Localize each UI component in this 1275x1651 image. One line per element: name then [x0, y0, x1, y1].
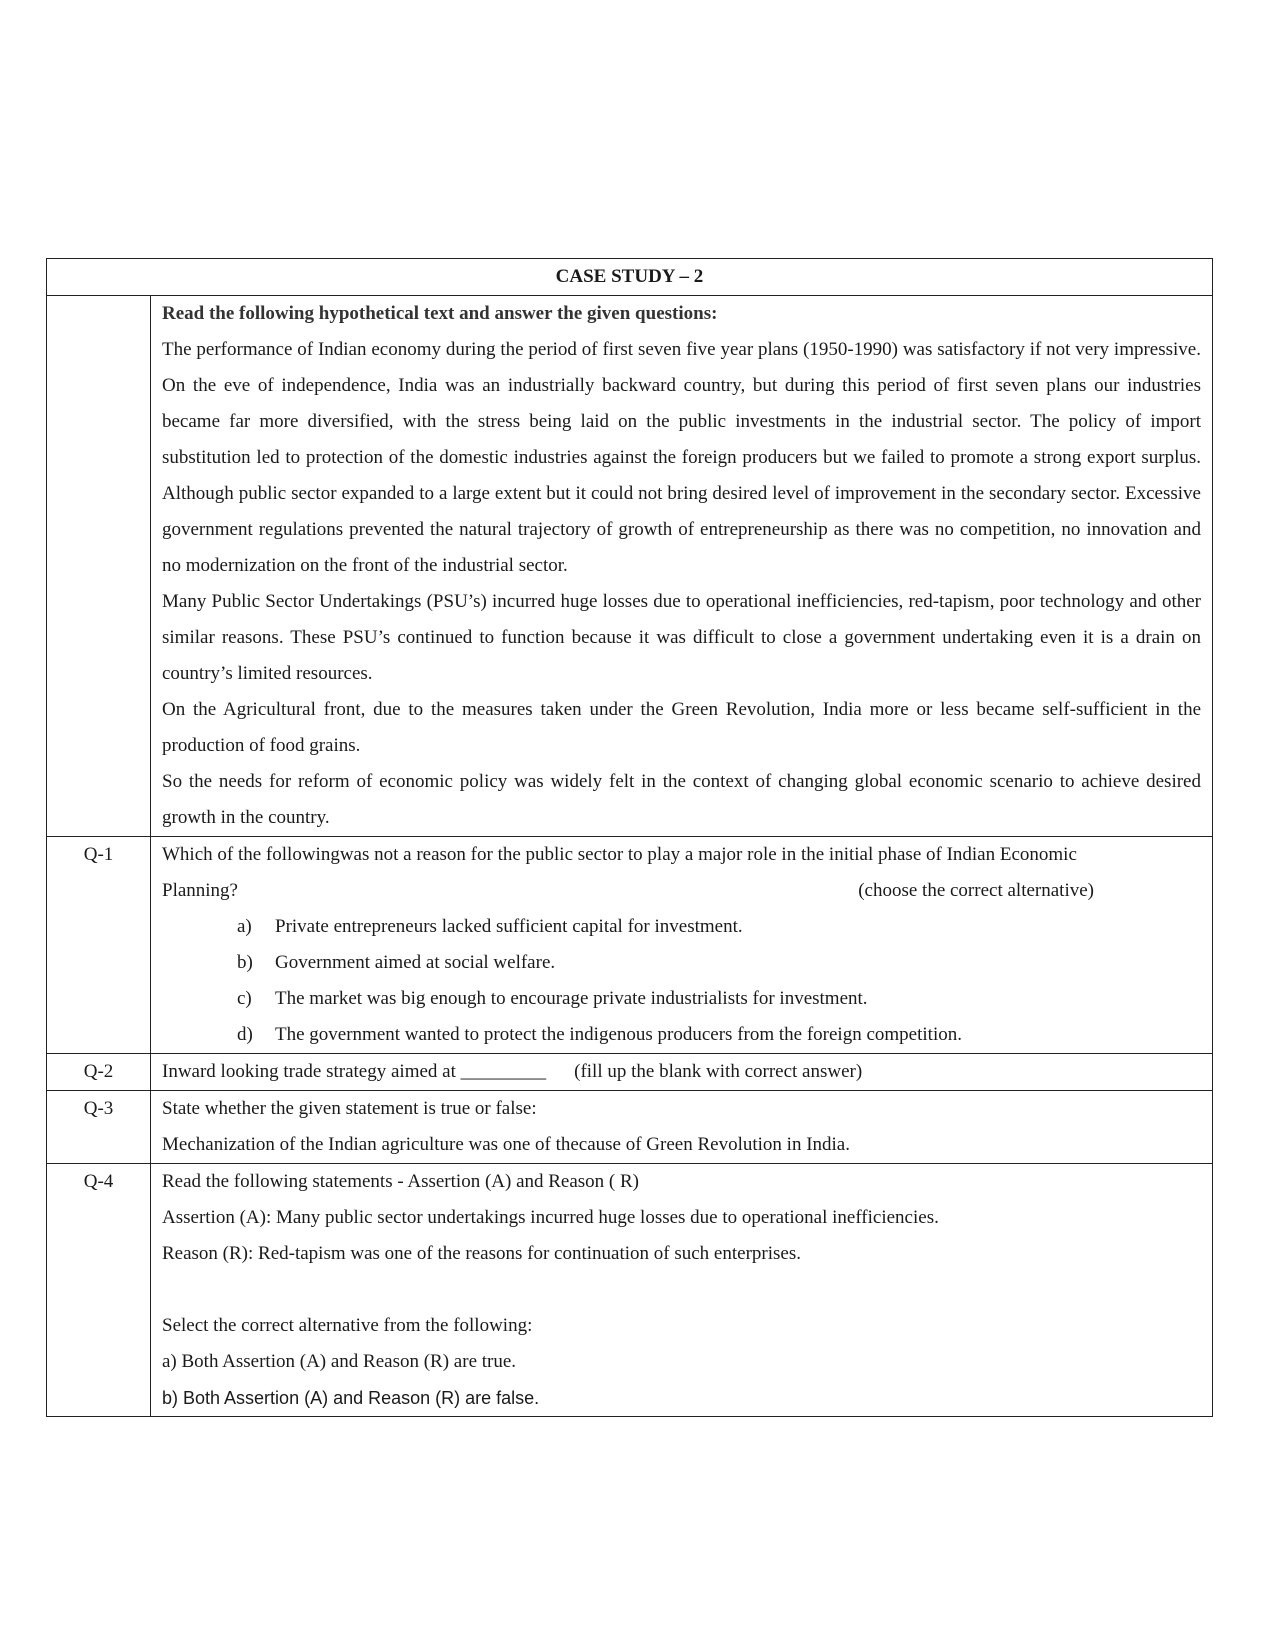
option-letter: a): [237, 916, 252, 937]
option-text: Private entrepreneurs lacked sufficient capital for investment.: [275, 916, 743, 937]
passage-paragraph: On the Agricultural front, due to the measures taken under the Green Revolution, India more or less became self-sufficient in the production of food grains.: [162, 699, 1201, 756]
question-statement: Mechanization of the Indian agriculture was one of thecause of Green Revolution in India.: [162, 1134, 850, 1155]
option-letter: c): [237, 988, 252, 1009]
passage-number-cell: [47, 296, 151, 837]
passage-cell: [151, 296, 1213, 837]
question-number: Q-3: [47, 1091, 151, 1164]
option-item: [237, 1017, 1201, 1053]
option-item: [237, 945, 1201, 981]
case-study-title: CASE STUDY – 2: [47, 259, 1213, 296]
case-study-table: [46, 258, 1213, 1417]
question-number: Q-1: [47, 837, 151, 1054]
question-text: State whether the given statement is true or false:: [162, 1098, 537, 1119]
question-3-cell: [151, 1091, 1213, 1164]
blank-spacer: [162, 1272, 1201, 1308]
assertion-text: Assertion (A): Many public sector undertakings incurred huge losses due to operational inefficiencies.: [162, 1207, 939, 1228]
question-number: Q-4: [47, 1164, 151, 1417]
question-1-cell: [151, 837, 1213, 1054]
option-item: b) Both Assertion (A) and Reason (R) are false.: [162, 1388, 540, 1408]
question-text: Which of the followingwas not a reason for the public sector to play a major role in the initial phase of Indian Economic: [162, 844, 1077, 865]
question-text-end: Planning?: [162, 880, 238, 901]
passage-paragraph: The performance of Indian economy during the period of first seven five year plans (1950-1990) was satisfactory if not very impressive. On the eve of independence, India was an industrially backward country, but during this period of first seven plans our industries became far more diversified, with the stress being laid on the public investments in the industrial sector. The policy of import substitution led to protection of the domestic industries against the foreign producers but we failed to promote a strong export surplus. Although public sector expanded to a large extent but it could not bring desired level of improvement in the secondary sector. Excessive government regulations prevented the natural trajectory of growth of entrepreneurship as there was no competition, no innovation and no modernization on the front of the industrial sector.: [162, 339, 1201, 576]
option-item: [237, 909, 1201, 945]
passage-paragraph: So the needs for reform of economic policy was widely felt in the context of changing global economic scenario to achieve desired growth in the country.: [162, 771, 1201, 828]
question-2-cell: [151, 1054, 1213, 1091]
reason-text: Reason (R): Red-tapism was one of the reasons for continuation of such enterprises.: [162, 1243, 801, 1264]
question-line: [162, 1054, 1201, 1090]
passage-heading: Read the following hypothetical text and answer the given questions:: [162, 303, 718, 324]
option-letter: b): [237, 952, 253, 973]
question-line: [162, 873, 1201, 909]
question-text: Inward looking trade strategy aimed at _________: [162, 1061, 547, 1082]
question-4-cell: [151, 1164, 1213, 1417]
question-instruction: (fill up the blank with correct answer): [574, 1061, 863, 1082]
question-text: Read the following statements - Assertion (A) and Reason ( R): [162, 1171, 640, 1192]
option-list: [162, 909, 1201, 1053]
option-item: [237, 981, 1201, 1017]
option-text: The market was big enough to encourage private industrialists for investment.: [275, 988, 868, 1009]
passage-paragraph: Many Public Sector Undertakings (PSU’s) incurred huge losses due to operational inefficiencies, red-tapism, poor technology and other similar reasons. These PSU’s continued to function because it was difficult to close a government undertaking even it is a drain on country’s limited resources.: [162, 591, 1201, 684]
option-letter: d): [237, 1024, 253, 1045]
option-item: a) Both Assertion (A) and Reason (R) are true.: [162, 1351, 517, 1372]
option-text: The government wanted to protect the indigenous producers from the foreign competition.: [275, 1024, 962, 1045]
select-instruction: Select the correct alternative from the following:: [162, 1315, 533, 1336]
question-instruction: (choose the correct alternative): [858, 880, 1094, 901]
question-number: Q-2: [47, 1054, 151, 1091]
option-text: Government aimed at social welfare.: [275, 952, 556, 973]
